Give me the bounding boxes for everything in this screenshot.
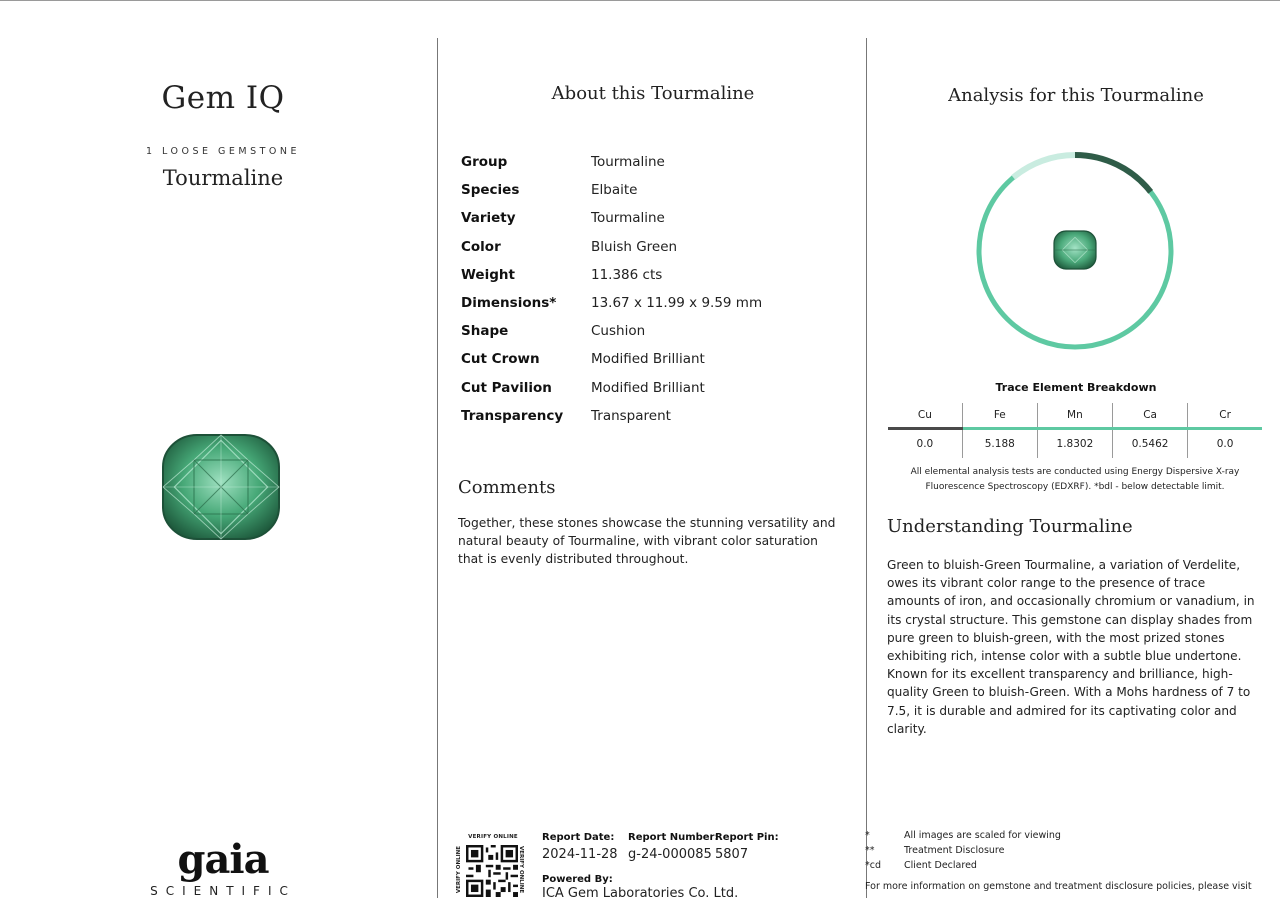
color-analysis-ring xyxy=(972,148,1178,354)
element-value: 1.8302 xyxy=(1037,429,1112,459)
property-key: Group xyxy=(461,154,508,171)
property-key: Species xyxy=(461,182,520,199)
powered-by-label: Powered By: xyxy=(542,874,613,885)
legend-symbol: ** xyxy=(865,845,875,856)
trace-note xyxy=(880,465,1270,495)
element-value: 0.5462 xyxy=(1113,429,1188,459)
report-number-label: Report Number: xyxy=(628,832,719,843)
element-symbol: Ca xyxy=(1113,403,1188,429)
trace-header-row xyxy=(888,403,1262,429)
legend-text: Treatment Disclosure xyxy=(904,845,1005,856)
report-pin-value: 5807 xyxy=(715,847,749,862)
property-key: Cut Crown xyxy=(461,351,540,368)
report-number-value: g-24-000085 xyxy=(628,847,712,862)
report-pin-label: Report Pin: xyxy=(715,832,779,843)
logo-wordmark: gaia xyxy=(177,836,269,883)
legend-symbol: * xyxy=(865,830,870,841)
property-row xyxy=(461,204,762,232)
property-key: Weight xyxy=(461,266,515,283)
qr-label-left: VERIFY ONLINE xyxy=(456,846,462,894)
understanding-text: Green to bluish-Green Tourmaline, a variation of Verdelite, owes its vibrant color range to the presence of trace amounts of iron, and occasionally chromium or vanadium, in its crystal structure. This gemstone can display shades from pure green to bluish-green, with the most prized stones exhibiting rich, intense color with a subtle blue undertone. Known for its excellent transparency and brilliance, high-quality Green to bluish-Green. With a Mohs hardness of 7 to 7.5, it is durable and admired for its captivating color and clarity. xyxy=(887,558,1255,736)
report-date-value: 2024-11-28 xyxy=(542,847,618,862)
property-value: Transparent xyxy=(591,407,671,424)
comments-title: Comments xyxy=(458,477,556,498)
gemstone-count: 1 LOOSE GEMSTONE xyxy=(145,146,300,157)
property-row xyxy=(461,233,762,261)
column-divider-2 xyxy=(866,38,867,898)
powered-by-value: ICA Gem Laboratories Co. Ltd. xyxy=(542,886,739,901)
property-value: Elbaite xyxy=(591,182,638,199)
stone-name: Tourmaline xyxy=(162,166,284,190)
property-value: Bluish Green xyxy=(591,238,678,255)
property-row xyxy=(461,317,762,345)
property-key: Cut Pavilion xyxy=(461,379,552,396)
legend-text: All images are scaled for viewing xyxy=(904,830,1061,841)
property-row xyxy=(461,402,762,430)
about-title: About this Tourmaline xyxy=(551,83,755,104)
properties-table xyxy=(461,148,762,430)
element-symbol: Mn xyxy=(1037,403,1112,429)
element-value: 0.0 xyxy=(916,438,934,450)
property-value: Tourmaline xyxy=(591,154,665,171)
trace-note-line-2: Fluorescence Spectroscopy (EDXRF). *bdl - below detectable limit. xyxy=(925,482,1225,492)
brand-title: Gem IQ xyxy=(161,80,285,116)
analysis-title: Analysis for this Tourmaline xyxy=(948,85,1204,106)
trace-element-title: Trace Element Breakdown xyxy=(995,381,1157,394)
property-row xyxy=(461,148,762,176)
trace-note-line-1: All elemental analysis tests are conducted using Energy Dispersive X-ray xyxy=(910,467,1240,477)
property-value: 13.67 x 11.99 x 9.59 mm xyxy=(591,295,763,312)
property-key: Transparency xyxy=(461,407,564,424)
property-value: Modified Brilliant xyxy=(591,379,705,396)
property-value: Tourmaline xyxy=(591,210,665,227)
property-row xyxy=(461,289,762,317)
trace-element-table xyxy=(888,403,1262,458)
property-value: Modified Brilliant xyxy=(591,351,705,368)
property-value: Cushion xyxy=(591,323,646,340)
gemstone-thumbnail xyxy=(1054,231,1096,269)
qr-code-icon xyxy=(466,844,518,898)
logo-subtitle: SCIENTIFIC xyxy=(150,884,296,898)
verify-qr[interactable] xyxy=(456,834,528,898)
comments-text: Together, these stones showcase the stunning versatility and natural beauty of Tourmaline, with vibrant color saturation that is evenly distributed throughout. xyxy=(458,516,836,566)
footer-more-info: For more information on gemstone and treatment disclosure policies, please visit xyxy=(865,881,1252,892)
element-value: 0.0 xyxy=(1188,429,1262,459)
top-rule xyxy=(0,0,1280,1)
trace-value-row xyxy=(888,429,1262,459)
qr-label-top: VERIFY ONLINE xyxy=(468,834,518,840)
property-row xyxy=(461,374,762,402)
legend-symbol: *cd xyxy=(865,860,882,871)
property-key: Dimensions* xyxy=(461,295,557,312)
property-row xyxy=(461,261,762,289)
element-symbol: Fe xyxy=(962,403,1037,429)
qr-label-right: VERIFY ONLINE xyxy=(518,846,524,894)
element-symbol: Cu xyxy=(888,403,962,429)
property-row xyxy=(461,176,762,204)
property-value: 11.386 cts xyxy=(591,266,663,283)
understanding-title: Understanding Tourmaline xyxy=(887,516,1133,537)
gaia-logo xyxy=(0,838,446,898)
gemstone-image xyxy=(160,432,282,542)
property-row xyxy=(461,345,762,373)
property-key: Color xyxy=(461,238,501,255)
legend-text: Client Declared xyxy=(904,860,977,871)
property-key: Variety xyxy=(461,210,516,227)
report-date-label: Report Date: xyxy=(542,832,615,843)
element-symbol: Cr xyxy=(1188,403,1262,429)
property-key: Shape xyxy=(461,323,509,340)
element-value: 5.188 xyxy=(962,429,1037,459)
